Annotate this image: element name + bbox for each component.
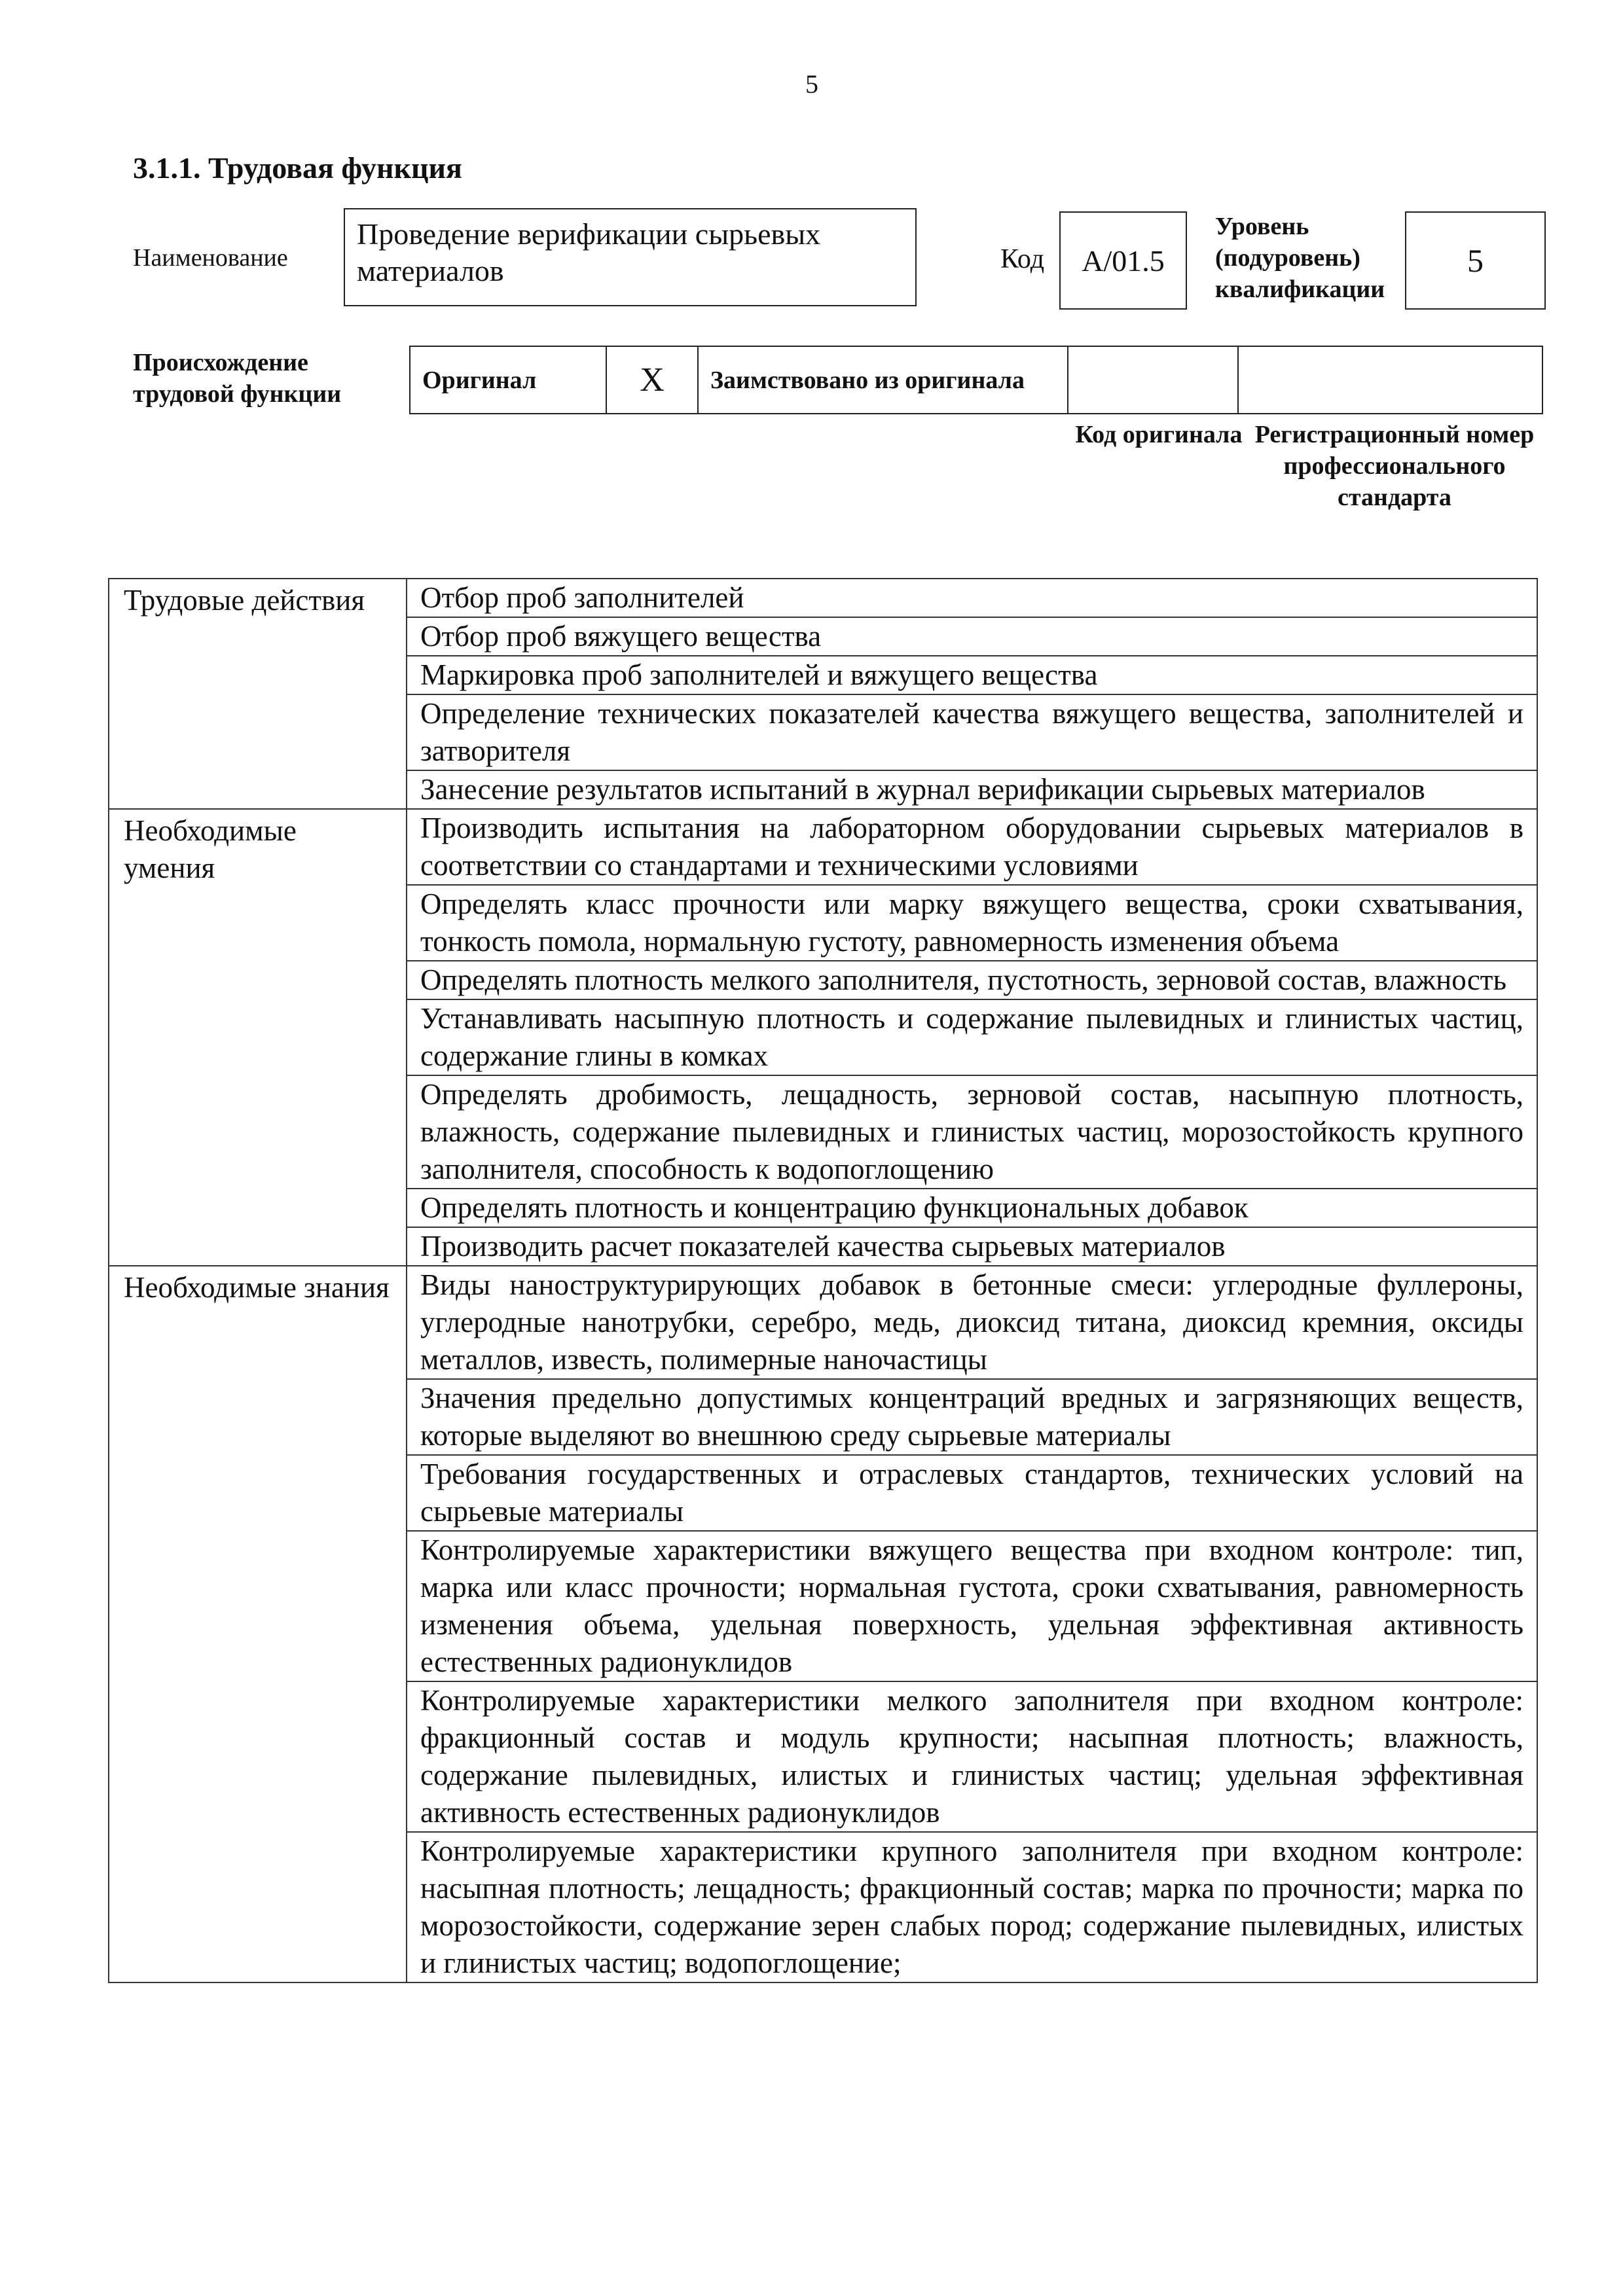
- category-required-skills: Необходимые умения: [109, 809, 407, 1266]
- table-row: Виды наноструктурирующих добавок в бетонные смеси: углеродные фуллероны, углеродные нанотрубки, серебро, медь, диоксид титана, диоксид кремния, оксиды металлов, известь, полимерные наночастицы: [407, 1266, 1537, 1379]
- table-row: Определять плотность и концентрацию функциональных добавок: [407, 1189, 1537, 1227]
- table-row: Определять плотность мелкого заполнителя, пустотность, зерновой состав, влажность: [407, 961, 1537, 999]
- original-mark: X: [606, 346, 698, 414]
- name-label: Наименование: [133, 244, 288, 272]
- level-field: 5: [1405, 211, 1546, 310]
- reg-number-caption: Регистрационный номер профессионального стандарта: [1254, 421, 1535, 511]
- table-row: Отбор проб заполнителей: [407, 579, 1537, 617]
- table-row: Маркировка проб заполнителей и вяжущего вещества: [407, 656, 1537, 694]
- code-field: A/01.5: [1059, 211, 1187, 310]
- function-name-field: Проведение верификации сырьевых материалов: [344, 208, 917, 306]
- table-row: Определять класс прочности или марку вяжущего вещества, сроки схватывания, тонкость помола, нормальную густоту, равномерность изменения объема: [407, 885, 1537, 961]
- borrowed-label: Заимствовано из оригинала: [698, 346, 1068, 414]
- table-row: Производить испытания на лабораторном оборудовании сырьевых материалов в соответствии со стандартами и техническими условиями: [407, 809, 1537, 885]
- original-label: Оригинал: [410, 346, 606, 414]
- table-row: Отбор проб вяжущего вещества: [407, 617, 1537, 656]
- table-row: Определение технических показателей качества вяжущего вещества, заполнителей и затворителя: [407, 694, 1537, 770]
- table-row: Определять дробимость, лещадность, зерновой состав, насыпную плотность, влажность, содержание пылевидных и глинистых частиц, морозостойкость крупного заполнителя, способность к водопоглощению: [407, 1075, 1537, 1189]
- table-row: Устанавливать насыпную плотность и содержание пылевидных и глинистых частиц, содержание глины в комках: [407, 999, 1537, 1075]
- table-row: Контролируемые характеристики крупного заполнителя при входном контроле: насыпная плотность; лещадность; фракционный состав; марка по прочности; марка по морозостойкости, содержание зерен слабых пород; содержание пылевидных, илистых и глинистых частиц; водопоглощение;: [407, 1832, 1537, 1982]
- category-required-knowledge: Необходимые знания: [109, 1266, 407, 1982]
- table-row: Контролируемые характеристики вяжущего вещества при входном контроле: тип, марка или класс прочности; нормальная густота, сроки схватывания, равномерность изменения объема, удельная поверхность, удельная эффективная активность естественных радионуклидов: [407, 1531, 1537, 1681]
- function-details-table: [108, 578, 1538, 1983]
- original-code-cell: [1068, 346, 1238, 414]
- table-row: Контролируемые характеристики мелкого заполнителя при входном контроле: фракционный состав и модуль крупности; насыпная плотность; влажность, содержание пылевидных, илистых и глинистых частиц; удельная эффективная активность естественных радионуклидов: [407, 1681, 1537, 1832]
- origin-label: Происхождение трудовой функции: [133, 349, 342, 408]
- table-row: Производить расчет показателей качества сырьевых материалов: [407, 1227, 1537, 1266]
- table-row: Значения предельно допустимых концентраций вредных и загрязняющих веществ, которые выделяют во внешнюю среду сырьевые материалы: [407, 1379, 1537, 1455]
- category-labor-actions: Трудовые действия: [109, 579, 407, 809]
- reg-number-cell: [1238, 346, 1542, 414]
- code-label: Код: [1000, 244, 1045, 274]
- origin-table: [409, 346, 1543, 414]
- table-row: Занесение результатов испытаний в журнал верификации сырьевых материалов: [407, 770, 1537, 809]
- page-number: 5: [805, 69, 818, 99]
- level-label: Уровень (подуровень) квалификации: [1215, 213, 1385, 303]
- original-code-caption: Код оригинала: [1075, 421, 1243, 448]
- section-title: 3.1.1. Трудовая функция: [133, 151, 462, 185]
- table-row: Требования государственных и отраслевых стандартов, технических условий на сырьевые материалы: [407, 1455, 1537, 1531]
